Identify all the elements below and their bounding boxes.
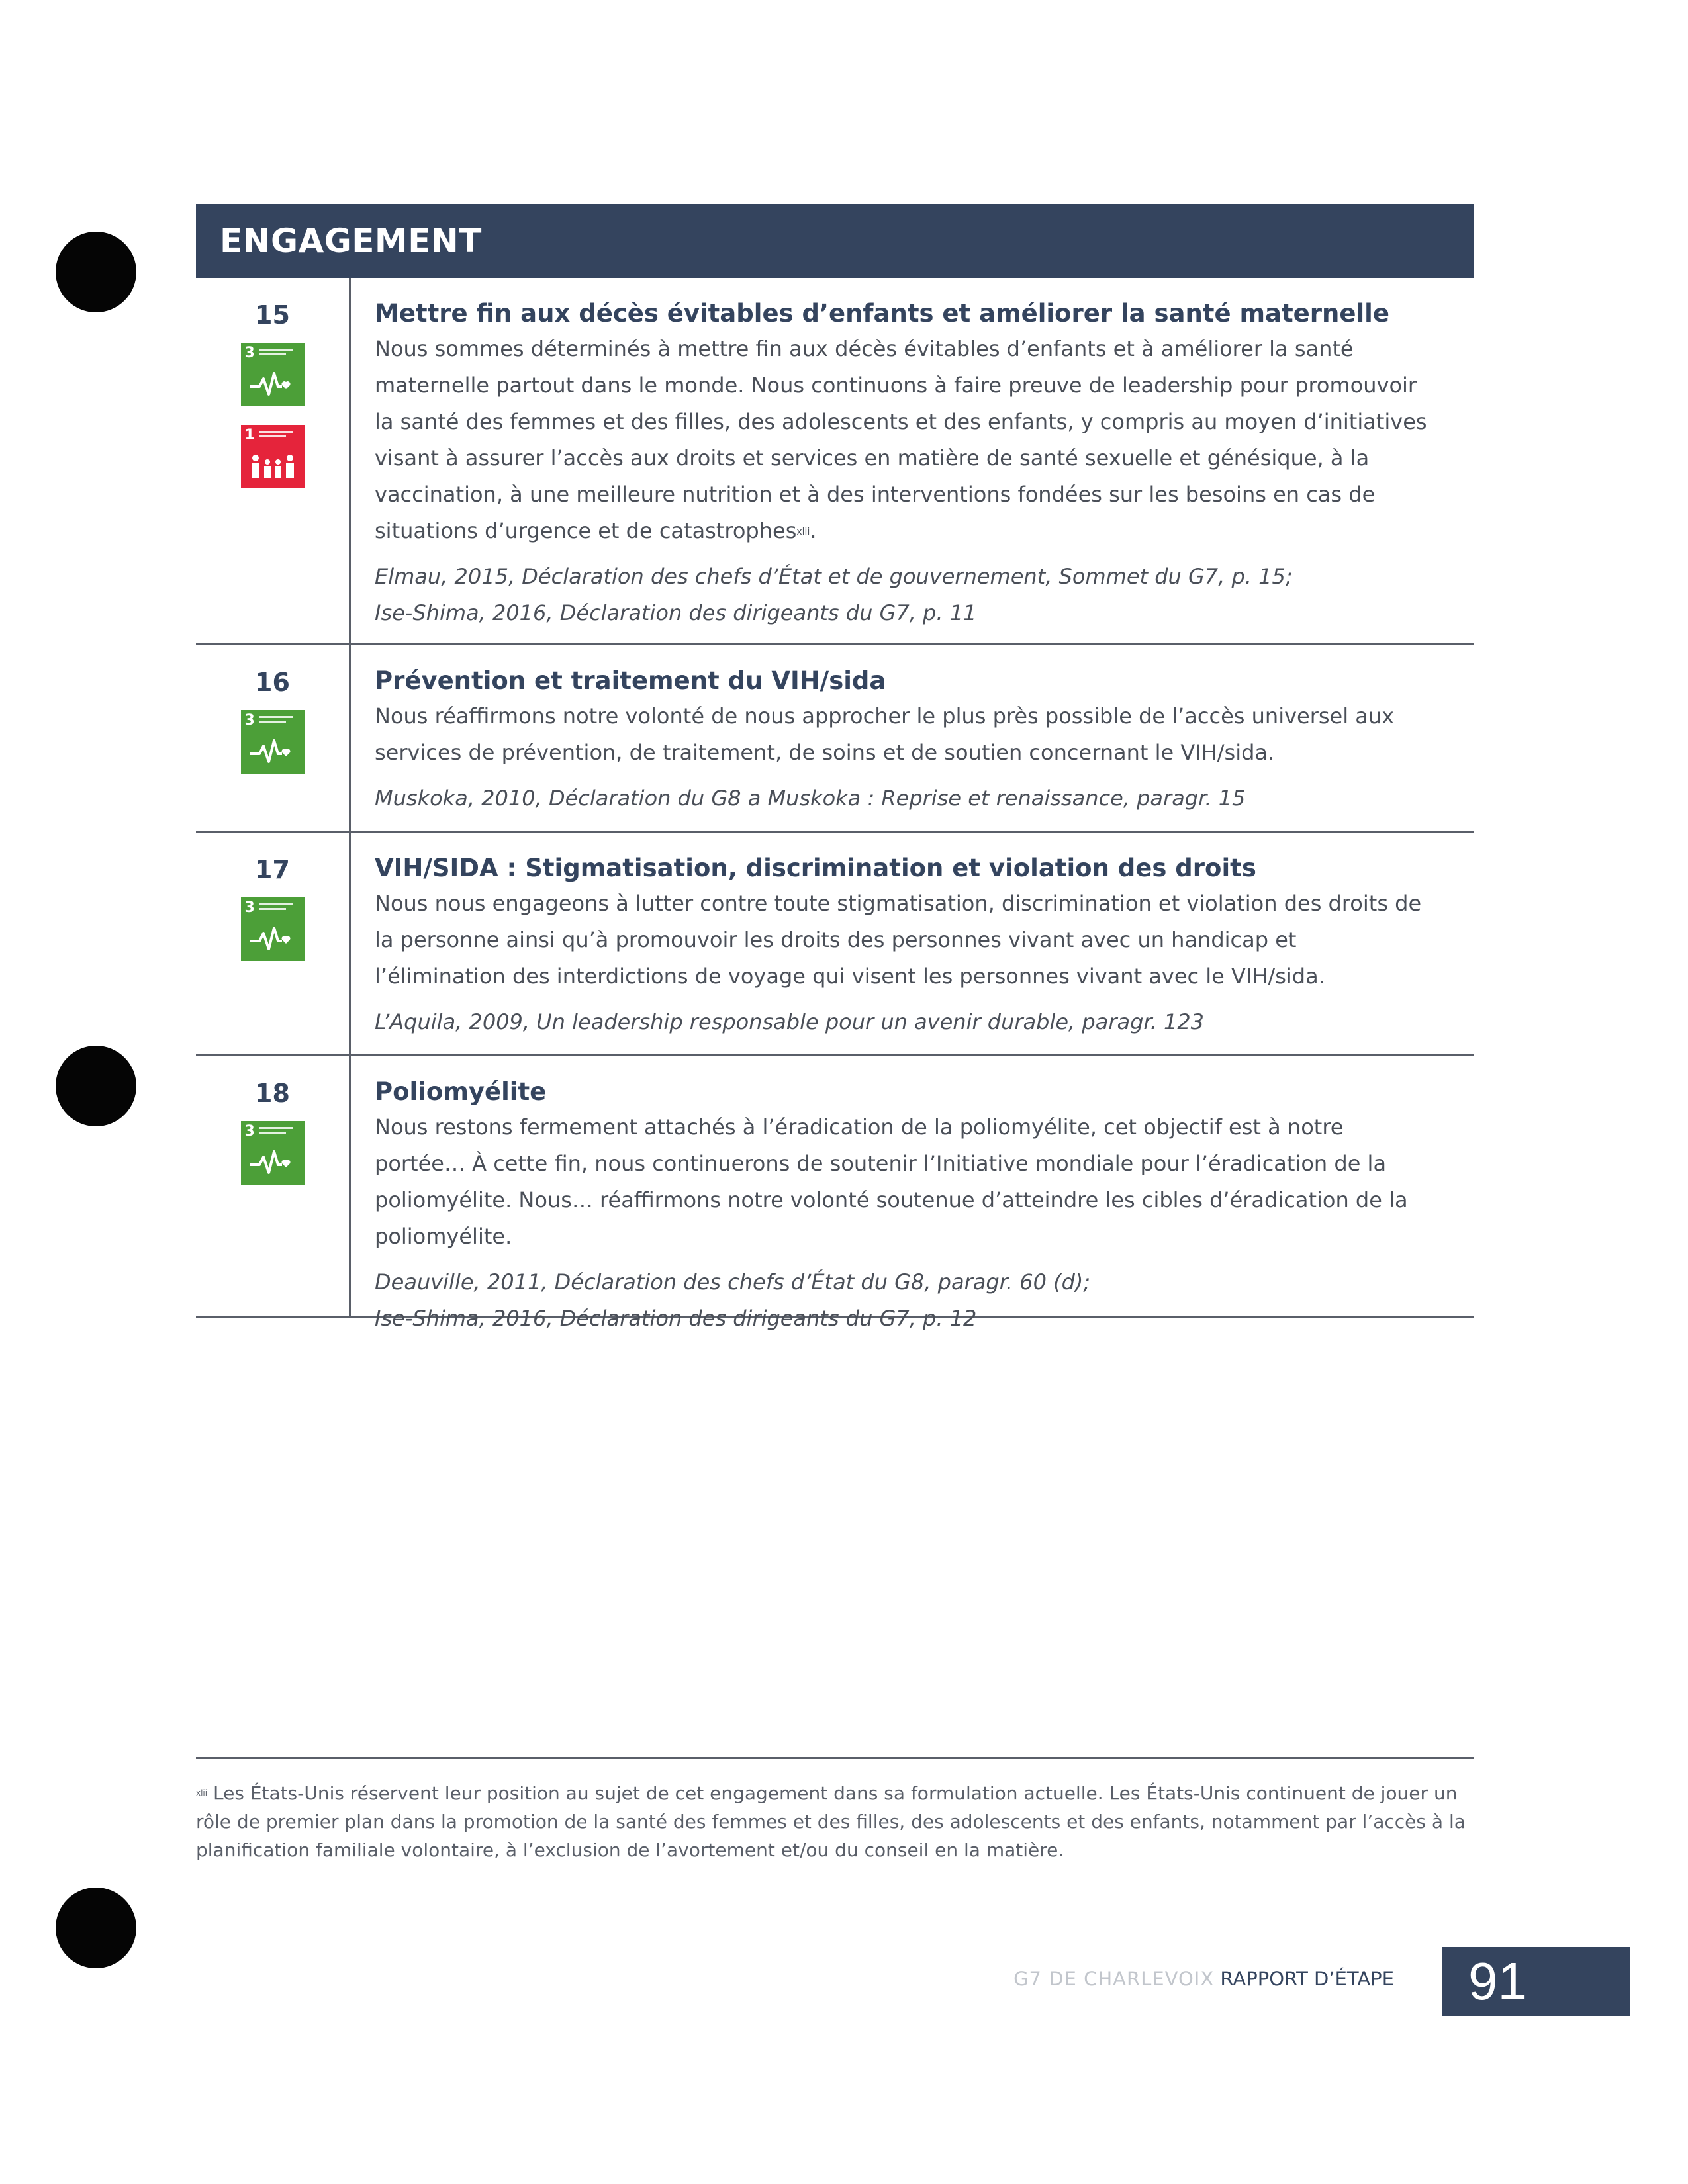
sdg-3-health-icon xyxy=(241,897,305,961)
commitment-citation: L’Aquila, 2009, Un leadership responsable pour un avenir durable, paragr. 123 xyxy=(375,1009,1205,1034)
footnote-text: Les États-Unis réservent leur position au sujet de cet engagement dans sa formulation actuelle. Les États-Unis continuent de jouer un rôle de premier plan dans la promotion de la santé des femmes et des filles, des adolescents et des enfants, notamment par l’accès à la planification familiale volontaire, à l’exclusion de l’avortement et/ou du conseil en la matière. xyxy=(196,1782,1466,1861)
footnote-divider xyxy=(196,1757,1474,1759)
sdg-3-health-icon xyxy=(241,1121,305,1185)
footnote xyxy=(196,1779,1474,1864)
commitment-citation: Muskoka, 2010, Déclaration du G8 a Muskoka : Reprise et renaissance, paragr. 15 xyxy=(375,786,1246,811)
commitment-number: 16 xyxy=(255,668,290,697)
commitment-number-cell xyxy=(196,833,351,1054)
commitment-row xyxy=(196,645,1474,833)
binder-hole xyxy=(56,1046,136,1126)
sdg-number: 3 xyxy=(244,1123,255,1140)
sdg-number: 3 xyxy=(244,899,255,916)
page-number: 91 xyxy=(1442,1947,1630,2016)
commitment-row xyxy=(196,278,1474,645)
sdg-number: 1 xyxy=(244,427,255,443)
commitment-citation: Deauville, 2011, Déclaration des chefs d’État du G8, paragr. 60 (d); Ise-Shima, 2016, Déclaration des dirigeants du G7, p. 12 xyxy=(375,1269,1091,1331)
commitment-text xyxy=(351,833,1474,1054)
commitment-body: Nous restons fermement attachés à l’éradication de la poliomyélite, cet objectif est à notre portée… À cette fin, nous continuerons de soutenir l’Initiative mondiale pour l’éradication de la poliomyélite. Nous… réaffirmons notre volonté soutenue d’atteindre les cibles d’éradication de la poliomyélite. xyxy=(375,1115,1408,1249)
commitment-title: Prévention et traitement du VIH/sida xyxy=(375,666,886,695)
commitment-text xyxy=(351,645,1474,831)
running-title-faded: G7 DE CHARLEVOIX xyxy=(1013,1968,1215,1990)
commitment-title: Poliomyélite xyxy=(375,1077,547,1106)
commitment-citation: Elmau, 2015, Déclaration des chefs d’État et de gouvernement, Sommet du G7, p. 15; Ise-Shima, 2016, Déclaration des dirigeants du G7, p. 11 xyxy=(375,564,1293,625)
table-header: ENGAGEMENT xyxy=(196,204,1474,278)
commitment-body: Nous nous engageons à lutter contre toute stigmatisation, discrimination et violation des droits de la personne ainsi qu’à promouvoir les droits des personnes vivant avec un handicap et l’élimination des interdictions de voyage qui visent les personnes vivant avec le VIH/sida. xyxy=(375,891,1422,989)
sdg-1-no-poverty-icon xyxy=(241,425,305,488)
binder-hole xyxy=(56,232,136,312)
commitment-number-cell xyxy=(196,645,351,831)
commitment-text xyxy=(351,278,1474,643)
running-title-main: RAPPORT D’ÉTAPE xyxy=(1220,1968,1394,1990)
commitment-body: Nous sommes déterminés à mettre fin aux décès évitables d’enfants et à améliorer la santé maternelle partout dans le monde. Nous continuons à faire preuve de leadership pour promouvoir la santé des femmes et des filles, des adolescents et des enfants, y compris au moyen d’initiatives visant à assurer l’accès aux droits et services en matière de santé sexuelle et génésique, à la vaccination, à une meilleure nutrition et à des interventions fondées sur les besoins en cas de situations d’urgence et de catastrophes$^{xlii}$. xyxy=(375,336,1427,543)
sdg-number: 3 xyxy=(244,345,255,361)
commitment-row xyxy=(196,833,1474,1056)
running-title xyxy=(1013,1966,1394,1992)
commitment-body: Nous réaffirmons notre volonté de nous approcher le plus près possible de l’accès universel aux services de prévention, de traitement, de soins et de soutien concernant le VIH/sida. xyxy=(375,704,1395,765)
commitment-number: 15 xyxy=(255,300,290,330)
commitment-number: 18 xyxy=(255,1079,290,1108)
commitments-table xyxy=(196,204,1474,1331)
footnote-marker: xlii xyxy=(196,1788,208,1797)
commitment-row xyxy=(196,1056,1474,1331)
commitment-number-cell xyxy=(196,1056,351,1316)
commitment-number: 17 xyxy=(255,855,290,884)
sdg-3-health-icon xyxy=(241,710,305,774)
commitment-title: VIH/SIDA : Stigmatisation, discrimination et violation des droits xyxy=(375,854,1256,882)
commitment-text xyxy=(351,1056,1474,1331)
sdg-3-health-icon xyxy=(241,343,305,406)
footnote-ref: xlii xyxy=(796,527,810,537)
binder-hole xyxy=(56,1888,136,1968)
commitment-number-cell xyxy=(196,278,351,643)
sdg-number: 3 xyxy=(244,712,255,729)
commitment-title: Mettre fin aux décès évitables d’enfants et améliorer la santé maternelle xyxy=(375,299,1389,328)
